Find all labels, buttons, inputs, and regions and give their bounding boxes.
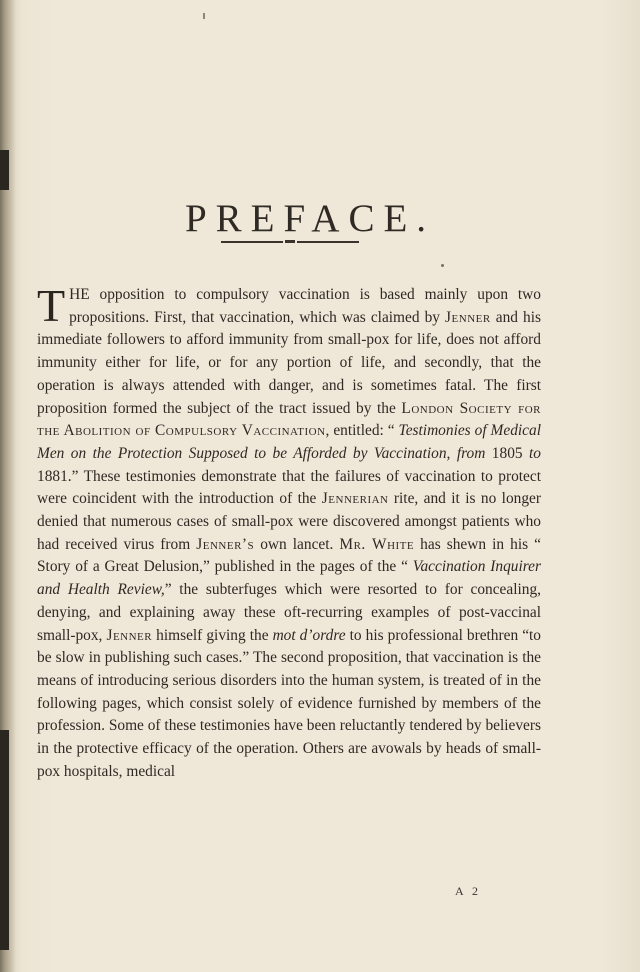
text-run: has shewn in his “ Story of a Great Delusion,” published in the pages of the “ bbox=[37, 535, 541, 576]
text-run: HE opposition to compulsory vaccination is based mainly upon two propositions. First, that vaccination, which was claimed by bbox=[69, 286, 541, 326]
ornamental-rule-center bbox=[285, 240, 295, 243]
preface-paragraph bbox=[37, 280, 542, 783]
tract-title: Testimonies of Medical Men on the Protection Supposed to be Afforded by Vaccination, from bbox=[37, 422, 541, 462]
text-run: to his professional brethren “to be slow in publishing such cases.” The second proposition, that vaccination is the means of introducing serious disorders into the human system, is treated of in the following pages, which consist solely of evidence furnished by members of the profession. Some of these testimonies have been reluctantly tendered by believers in the protective efficacy of the operation. Others are avowals by heads of small-pox hospitals, medical bbox=[37, 626, 541, 780]
italic-to: to bbox=[529, 444, 541, 462]
text-run: rite, and it is no longer denied that numerous cases of small-pox were discovered amongst patients who had received virus from bbox=[37, 490, 541, 553]
phrase-mot-dordre: mot d’ordre bbox=[272, 626, 346, 644]
page-title: PREFACE. bbox=[184, 197, 436, 241]
name-jenners: Jenner’s bbox=[196, 535, 255, 553]
text-run: , entitled: “ bbox=[325, 422, 399, 440]
name-jennerian: Jennerian bbox=[321, 490, 389, 508]
name-jenner: Jenner bbox=[445, 308, 491, 326]
drop-cap: T bbox=[37, 280, 66, 331]
text-run: 1881.” These testimonies demonstrate that the failures of vaccination to protect were coincident with the introduction of the bbox=[37, 467, 541, 508]
text-run: own lancet. bbox=[254, 535, 340, 553]
name-white: Mr. White bbox=[339, 535, 415, 553]
journal-title: Vaccination Inquirer and Health Review, bbox=[37, 558, 542, 599]
binding-mark bbox=[0, 730, 9, 950]
text-run: ” the subterfuges which were resorted to for concealing, denying, and explaining away these oft-recurring examples of post-vaccinal small-pox, bbox=[37, 581, 542, 644]
signature-mark: A 2 bbox=[455, 884, 482, 898]
text-run: himself giving the bbox=[152, 626, 273, 644]
society-name: London Society for the Abolition of Compulsory Vaccination bbox=[37, 399, 541, 440]
text-run: and his immediate followers to afford immunity from small-pox for life, does not afford immunity either for life, or for any portion of life, and secondly, that the operation is always attended with danger, and is sometimes fatal. The first proposition formed the subject of the tract issued by the bbox=[37, 308, 541, 417]
paper-speck bbox=[203, 13, 205, 19]
ornamental-rule bbox=[221, 241, 283, 243]
ornamental-rule bbox=[297, 241, 359, 243]
text-run: 1805 bbox=[485, 444, 530, 462]
name-jenner: Jenner bbox=[106, 626, 153, 644]
binding-mark bbox=[0, 150, 9, 190]
ink-dot bbox=[441, 264, 444, 267]
